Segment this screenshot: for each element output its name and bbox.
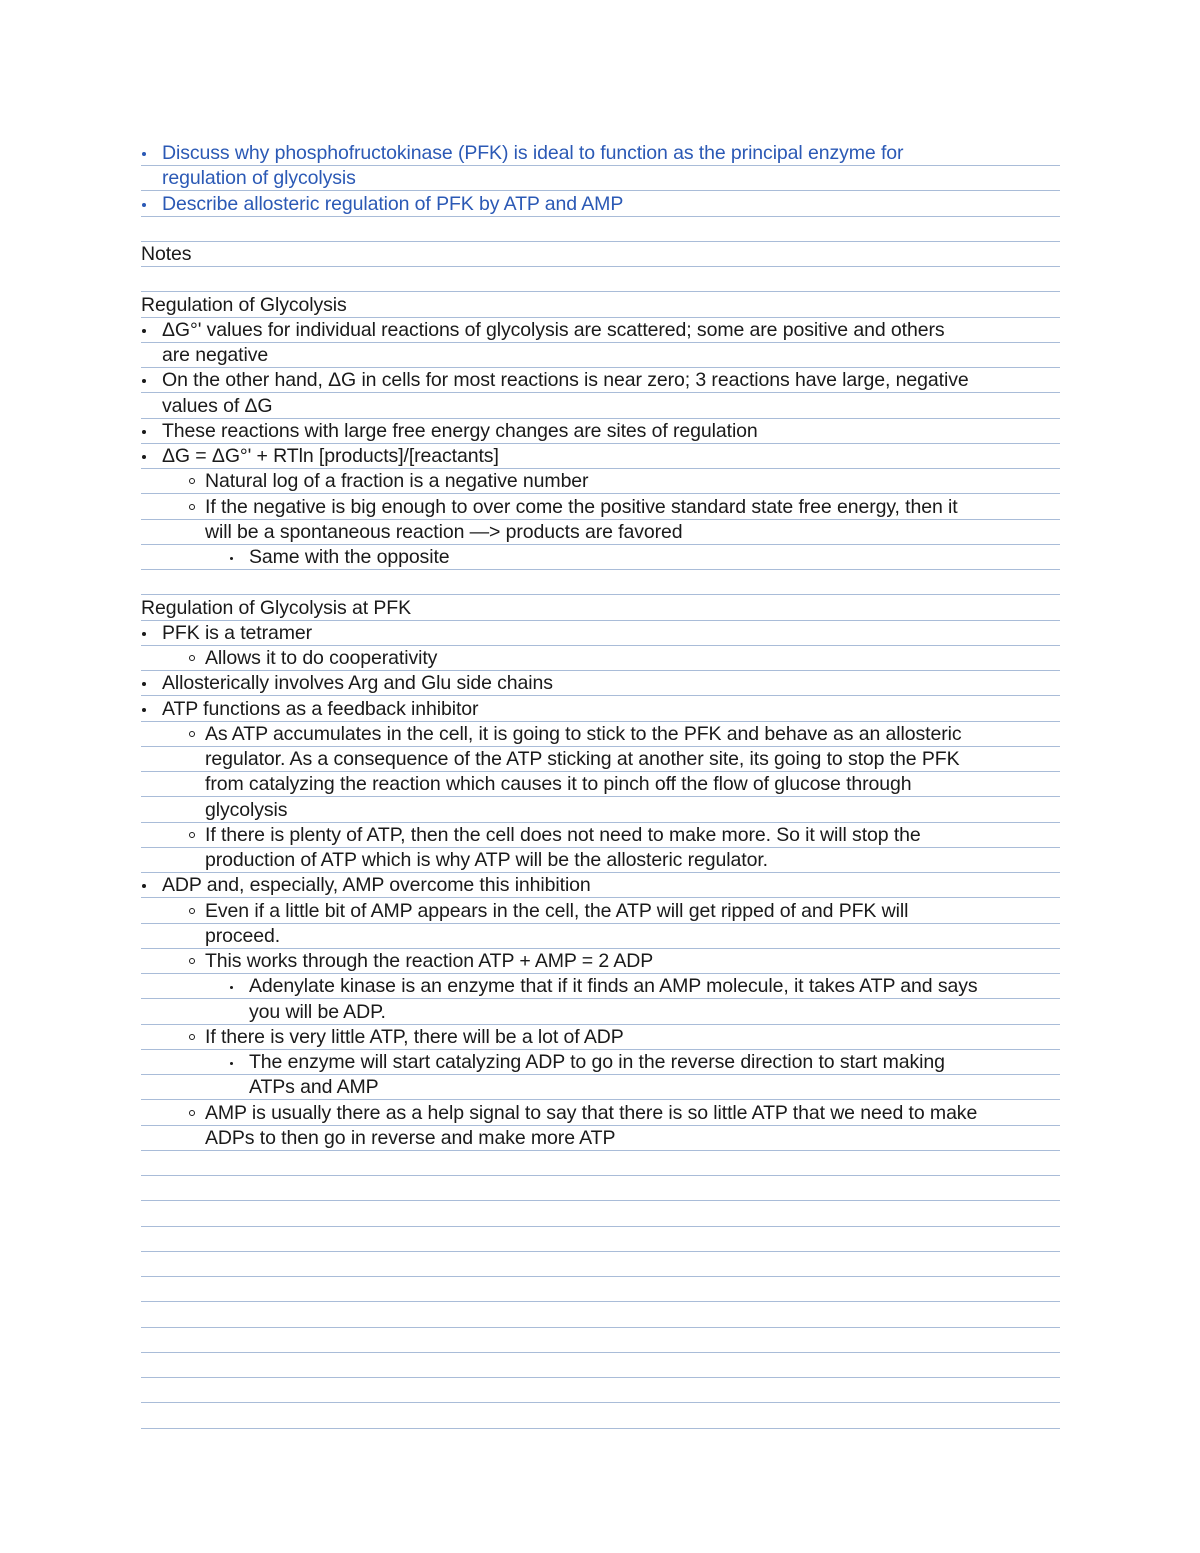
small-bullet-icon: [229, 545, 239, 570]
list-item-line: Same with the opposite: [249, 546, 450, 568]
list-item-line: If there is very little ATP, there will be a lot of ADP: [205, 1026, 624, 1048]
bullet-icon: [141, 671, 151, 696]
list-item-line: glycolysis: [205, 799, 288, 821]
list-item-line: ADP and, especially, AMP overcome this inhibition: [162, 874, 591, 896]
list-item-line: Natural log of a fraction is a negative number: [205, 470, 589, 492]
list-item-line: regulator. As a consequence of the ATP sticking at another site, its going to stop the PFK: [205, 748, 960, 770]
list-item-line: Allows it to do cooperativity: [205, 647, 438, 669]
list-item-line: Discuss why phosphofructokinase (PFK) is ideal to function as the principal enzyme for: [162, 142, 904, 164]
list-item-line: Adenylate kinase is an enzyme that if it finds an AMP molecule, it takes ATP and says: [249, 975, 978, 997]
list-item-line: As ATP accumulates in the cell, it is going to stick to the PFK and behave as an allosteric: [205, 723, 962, 745]
list-item-line: will be a spontaneous reaction —> products are favored: [205, 521, 683, 543]
hollow-bullet-icon: [189, 823, 199, 848]
bullet-icon: [141, 873, 151, 898]
list-item-line: AMP is usually there as a help signal to say that there is so little ATP that we need to make: [205, 1102, 978, 1124]
list-item-line: values of ΔG: [162, 395, 273, 417]
small-bullet-icon: [229, 1050, 239, 1075]
hollow-bullet-icon: [189, 1101, 199, 1126]
list-item-line: proceed.: [205, 925, 281, 947]
bullet-icon: [141, 192, 151, 217]
list-item-line: Allosterically involves Arg and Glu side chains: [162, 672, 553, 694]
small-bullet-icon: [229, 974, 239, 999]
bullet-icon: [141, 444, 151, 469]
bullet-icon: [141, 419, 151, 444]
list-item-line: These reactions with large free energy changes are sites of regulation: [162, 420, 758, 442]
bullet-icon: [141, 621, 151, 646]
list-item-line: regulation of glycolysis: [162, 167, 356, 189]
hollow-bullet-icon: [189, 469, 199, 494]
list-item-line: PFK is a tetramer: [162, 622, 313, 644]
hollow-bullet-icon: [189, 1025, 199, 1050]
hollow-bullet-icon: [189, 722, 199, 747]
list-item-line: If the negative is big enough to over come the positive standard state free energy, then it: [205, 496, 958, 518]
heading-text: Regulation of Glycolysis at PFK: [141, 597, 412, 619]
heading-text: Regulation of Glycolysis: [141, 294, 347, 316]
list-item-line: ADPs to then go in reverse and make more ATP: [205, 1127, 616, 1149]
list-item-line: ΔG°' values for individual reactions of glycolysis are scattered; some are positive and others: [162, 319, 945, 341]
hollow-bullet-icon: [189, 646, 199, 671]
list-item-line: production of ATP which is why ATP will be the allosteric regulator.: [205, 849, 768, 871]
heading-text: Notes: [141, 243, 192, 265]
hollow-bullet-icon: [189, 949, 199, 974]
list-item-line: from catalyzing the reaction which causes it to pinch off the flow of glucose through: [205, 773, 912, 795]
bullet-icon: [141, 318, 151, 343]
list-item-line: Even if a little bit of AMP appears in the cell, the ATP will get ripped of and PFK will: [205, 900, 909, 922]
hollow-bullet-icon: [189, 495, 199, 520]
list-item-line: you will be ADP.: [249, 1001, 386, 1023]
list-item-line: ΔG = ΔG°' + RTln [products]/[reactants]: [162, 445, 499, 467]
list-item-line: ATP functions as a feedback inhibitor: [162, 698, 479, 720]
list-item-line: On the other hand, ΔG in cells for most reactions is near zero; 3 reactions have large, negative: [162, 369, 969, 391]
list-item-line: Describe allosteric regulation of PFK by ATP and AMP: [162, 193, 624, 215]
bullet-icon: [141, 141, 151, 166]
list-item-line: ATPs and AMP: [249, 1076, 379, 1098]
list-item-line: If there is plenty of ATP, then the cell does not need to make more. So it will stop the: [205, 824, 921, 846]
list-item-line: are negative: [162, 344, 269, 366]
list-item-line: This works through the reaction ATP + AMP = 2 ADP: [205, 950, 654, 972]
hollow-bullet-icon: [189, 899, 199, 924]
bullet-icon: [141, 697, 151, 722]
list-item-line: The enzyme will start catalyzing ADP to go in the reverse direction to start making: [249, 1051, 945, 1073]
bullet-icon: [141, 368, 151, 393]
